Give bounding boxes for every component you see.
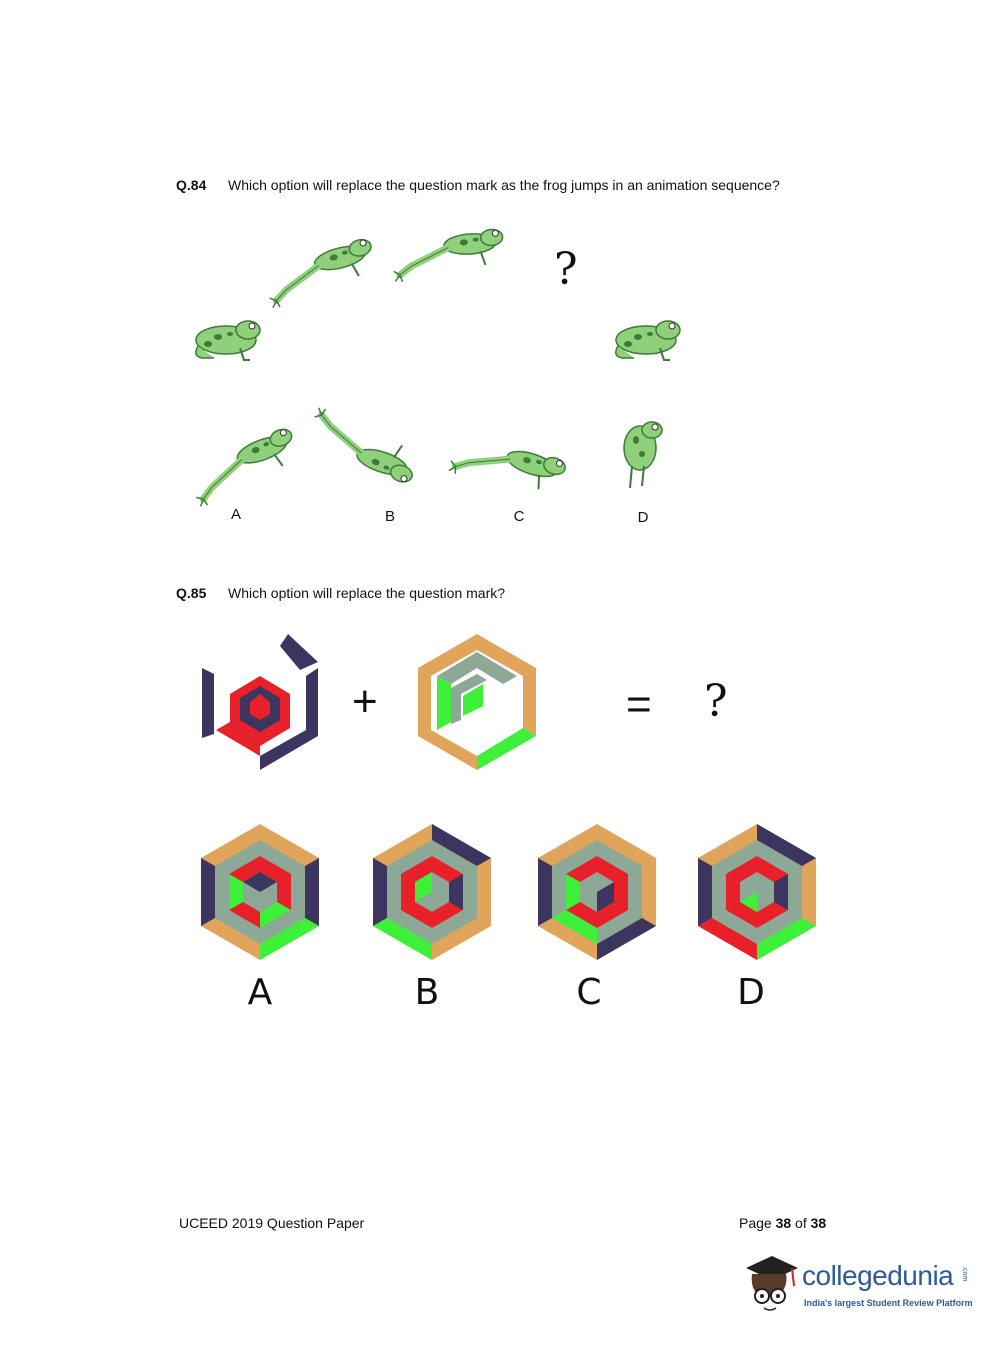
footer-paper-title: UCEED 2019 Question Paper (179, 1215, 365, 1231)
q85-equals-sign: = (626, 680, 652, 729)
q85-option-a-label: A (247, 972, 273, 1013)
page-prefix: Page (739, 1215, 776, 1231)
question-number-84: Q.84 (176, 177, 207, 193)
q84-question-mark: ? (554, 244, 578, 295)
collegedunia-logo (742, 1252, 972, 1322)
page-total: 38 (810, 1215, 827, 1231)
q85-option-c-label: C (576, 972, 602, 1013)
logo-suffix: .com (961, 1266, 968, 1282)
q85-option-b-label: B (414, 972, 440, 1013)
mascot-icon (742, 1252, 800, 1316)
question-text-85: Which option will replace the question mark? (228, 585, 506, 601)
q85-option-a-figure (201, 824, 319, 960)
logo-wordmark: collegedunia (802, 1260, 954, 1291)
q85-question-mark: ? (704, 676, 728, 727)
page-mid: of (791, 1215, 811, 1231)
page-current: 38 (775, 1215, 792, 1231)
q85-option-d-figure (698, 824, 816, 960)
q84-option-b-label: B (384, 508, 395, 525)
footer-page-number (739, 1215, 826, 1231)
q85-figure-1 (202, 634, 318, 770)
question-text-84: Which option will replace the question mark as the frog jumps in an animation sequence? (228, 177, 780, 193)
q85-option-d-label: D (737, 972, 765, 1013)
question-number-85: Q.85 (176, 585, 207, 601)
q84-option-a-label: A (230, 506, 241, 523)
q85-option-b-figure (373, 824, 491, 960)
q85-figure-2 (418, 634, 536, 770)
q84-option-c-label: C (513, 508, 525, 525)
q85-option-c-figure (538, 824, 656, 960)
logo-tagline: India's largest Student Review Platform (804, 1298, 973, 1308)
q84-option-d-label: D (637, 509, 649, 526)
q85-plus-sign: + (352, 677, 378, 726)
